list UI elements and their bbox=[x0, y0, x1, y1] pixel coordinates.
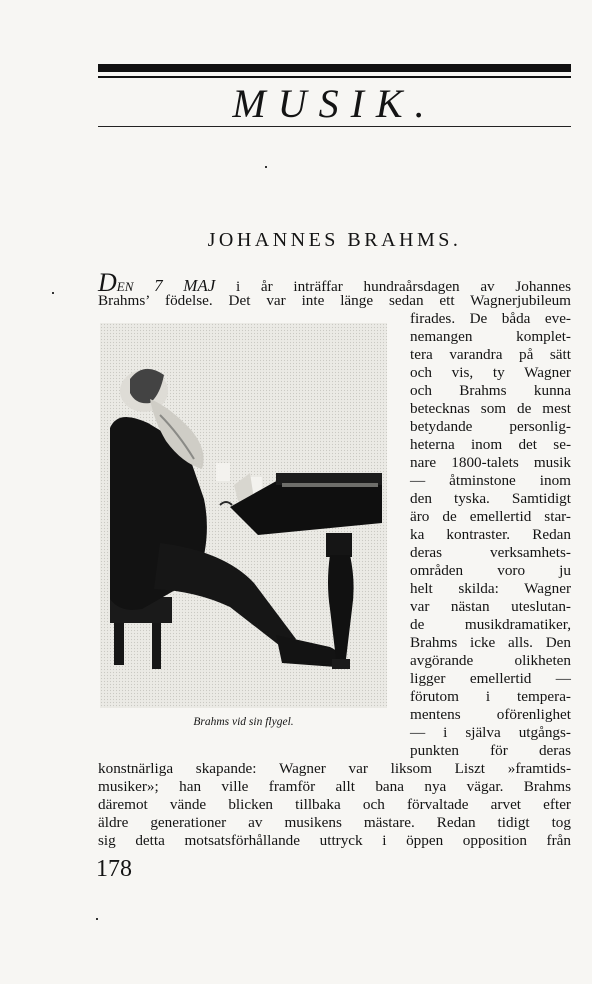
body-text-line: områden voro ju bbox=[410, 562, 571, 579]
margin-mark bbox=[265, 166, 267, 168]
top-rule-thick bbox=[98, 64, 571, 72]
section-title: MUSIK. bbox=[232, 81, 437, 126]
body-text-line: deras verksamhets- bbox=[410, 544, 571, 561]
body-text-line: heterna inom det se- bbox=[410, 436, 571, 453]
body-text-line: punkten för deras bbox=[410, 742, 571, 759]
brahms-at-piano-photo bbox=[100, 323, 387, 708]
body-text-line: konstnärliga skapande: Wagner var liksom Liszt »framtids- bbox=[98, 760, 571, 777]
body-text-line: sig detta motsatsförhållande uttryck i öppen opposition från bbox=[98, 832, 571, 849]
body-text-line: avgörande olikheten bbox=[410, 652, 571, 669]
body-text-line: firades. De båda eve- bbox=[410, 310, 571, 327]
body-text-line: — i själva utgångs- bbox=[410, 724, 571, 741]
intro-date-day: 7 bbox=[154, 276, 163, 295]
body-text-line: — åtminstone inom bbox=[410, 472, 571, 489]
body-text-line: äldre generationer av musikens mästare. Redan tidigt tog bbox=[98, 814, 571, 831]
drop-cap-small-caps: EN bbox=[116, 279, 134, 294]
body-text-line: var nästan uteslutan- bbox=[410, 598, 571, 615]
body-text-line: ligger emellertid — bbox=[410, 670, 571, 687]
body-text-line: däremot vände blicken tillbaka och förvaltade arvet efter bbox=[98, 796, 571, 813]
body-text-line: musiker»; han ville framför allt bana nya vägar. Brahms bbox=[98, 778, 571, 795]
body-text-line: Brahms’ födelse. Det var inte länge sedan ett Wagnerjubileum bbox=[98, 292, 571, 309]
photo-caption: Brahms vid sin flygel. bbox=[193, 716, 294, 728]
body-text-line: betecknas som de mest bbox=[410, 400, 571, 417]
intro-text: i år inträffar hundraårsdagen av Johannes bbox=[236, 278, 572, 295]
intro-date-month: MAJ bbox=[183, 276, 216, 295]
margin-mark bbox=[96, 918, 98, 920]
body-text-line: mentens oförenlighet bbox=[410, 706, 571, 723]
body-text-line: tera varandra på sätt bbox=[410, 346, 571, 363]
body-text-line: den tyska. Samtidigt bbox=[410, 490, 571, 507]
page-number: 178 bbox=[96, 856, 132, 882]
body-text-line: betydande personlig- bbox=[410, 418, 571, 435]
body-text-line: Brahms icke alls. Den bbox=[410, 634, 571, 651]
body-text-line: helt skilda: Wagner bbox=[410, 580, 571, 597]
drop-cap: D bbox=[98, 268, 117, 297]
title-underline-rule bbox=[98, 126, 571, 127]
top-rule-thin bbox=[98, 76, 571, 78]
margin-mark bbox=[52, 292, 54, 294]
body-text-line: nemangen komplet- bbox=[410, 328, 571, 345]
body-text-line: de musikdramatiker, bbox=[410, 616, 571, 633]
body-text-line: ka kontraster. Redan bbox=[410, 526, 571, 543]
body-text-line: och Brahms kunna bbox=[410, 382, 571, 399]
body-text-line: nare 1800-talets musik bbox=[410, 454, 571, 471]
body-text-line: och vis, ty Wagner bbox=[410, 364, 571, 381]
body-text-line: förutom i tempera- bbox=[410, 688, 571, 705]
article-title: JOHANNES BRAHMS. bbox=[207, 229, 462, 251]
body-text-line: äro de emellertid star- bbox=[410, 508, 571, 525]
